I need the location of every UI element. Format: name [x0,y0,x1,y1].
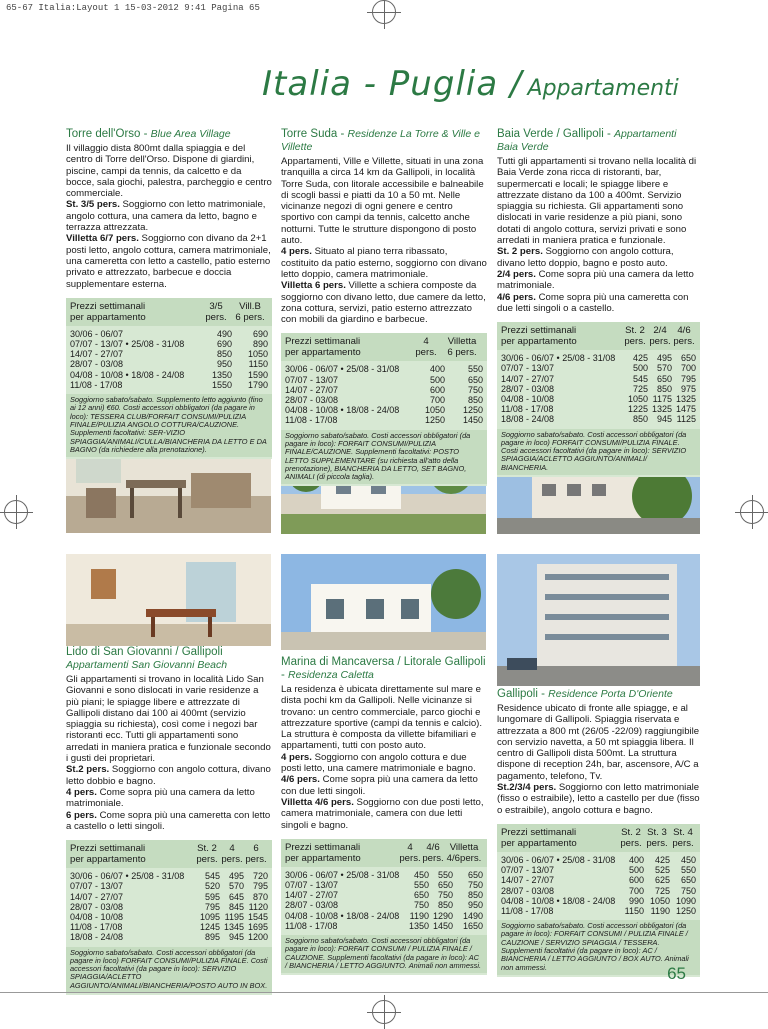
price-table: Prezzi settimanali per appartamento St. 2 pers. St. 3 pers. St. 4 pers. 30/06 - 06/07 • 25/08 - 31/08 400 425 450 07/07 - 13/07 500 525 550 14/07 - 27/07 600 625 650 28/07 - 03/08 700 725 750 04/08 - 10/08 • 18/08 - 24/08 990 1050 1090 11/08 - 17/08 1150 1190 1250 Soggiorno sabato/sabato. Costi accessori obbligatori (da pagare in loco): FORFAIT CONSUMI / PULIZIA FINALE / CAUZIONE / SERVIZIO SPIAGGIA / TESSERA. Supplementi facoltativi (da pagare in loco): AC / BIANCHERIA / LETTO AGGIUNTO / BOX AUTO. Animali non ammessi. [497,824,700,977]
hotel-title: Marina di Mancaversa / Litorale Gallipoli - Residenza Caletta [281,656,486,681]
registration-mark-left-icon [4,500,28,524]
price-note: Soggiorno sabato/sabato. Costi accessori obbligatori (da pagare in loco): FORFAIT CONSUMI / PULIZIA FINALE / CAUZIONE / SERVIZIO SPIAGGIA / TESSERA. Supplementi facoltativi (da pagare in loco): AC / BIANCHERIA / LETTO AGGIUNTO / BOX AUTO. Animali non ammessi. [497,920,700,975]
table-row: 11/08 - 17/08 1250 1450 [285,415,483,426]
table-row: 28/07 - 03/08 950 1150 [70,359,268,370]
table-row: 14/07 - 27/07 850 1050 [70,349,268,360]
table-row: 11/08 - 17/08 1225 1325 1475 [501,404,696,415]
page-title [262,64,679,104]
table-row: 18/08 - 24/08 895 945 1200 [70,932,268,943]
table-row: 04/08 - 10/08 • 18/08 - 24/08 1350 1590 [70,369,268,380]
table-row: 14/07 - 27/07 545 650 795 [501,373,696,384]
page-number: 65 [667,964,686,983]
table-row: 11/08 - 17/08 1550 1790 [70,379,268,390]
photo-san-giovanni-beach [66,554,271,646]
hotel-description: Il villaggio dista 800mt dalla spiaggia e del centro di Torre dell'Orso. Dispone di giardini, piscine, campi da tennis, da calcetto e da bocce, sala giochi, palestra, parcheggio e centro commerciale. St. 3/5 pers. Soggiorno con letto matrimoniale, angolo cottura, una camera da letto, bagno e terrazza attrezzata. Villetta 6/7 pers. Soggiorno con divano da 2+1 posti letto, angolo cottura, camera matrimoniale, una cameretta con letto a castello, patio esterno privato e attrezzato, barbecue e doccia supplementare esterna. [66,143,272,290]
table-row: 04/08 - 10/08 1050 1175 1325 [501,393,696,404]
bottom-divider [0,992,768,993]
price-table: Prezzi settimanali per appartamento 4 pers. Villetta 6 pers. 30/06 - 06/07 • 25/08 - 31/08 400 550 07/07 - 13/07 500 650 14/07 - 27/07 600 750 28/07 - 03/08 700 850 04/08 - 10/08 • 18/08 - 24/08 1050 1250 11/08 - 17/08 1250 1450 Soggiorno sabato/sabato. Costi accessori obbligatori (da pagare in loco): FORFAIT CONSUMI/PULIZIA FINALE/CAUZIONE. Supplementi facoltativi: POSTO LETTO SUPPLEMENTARE (su richiesta all'atto della prenotazione), BIANCHERIA DA LETTO, SET BAGNO, ANIMALI (di piccola taglia). [281,333,487,486]
table-row: 30/06 - 06/07 • 25/08 - 31/08 400 425 450 [501,854,696,865]
hotel-torre-dell-orso [66,128,272,459]
price-note: Soggiorno sabato/sabato. Costi accessori obbligatori (da pagare in loco) FORFAIT CONSUMI/PULIZIA FINALE. Costi accessori facoltativi (da pagare in loco): SERVIZIO SPIAGGIA/ACLETTO AGGIUNTO/ANIMALI/ BIANCHERIA. [497,429,700,475]
hotel-title: Torre Suda - Residenze La Torre & Ville e Villette [281,128,480,153]
table-row: 28/07 - 03/08 700 850 [285,395,483,406]
table-row: 14/07 - 27/07 650 750 850 [285,890,483,901]
hotel-description: La residenza è ubicata direttamente sul mare e dista pochi km da Gallipoli. Nelle vicinanze si trovano: un centro commerciale, parco giochi e attrezzature sportive (campi da tennis e calcio). La struttura è composta da villette bifamiliari e appartamenti, tutti con posto auto. 4 pers. Soggiorno con angolo cottura e due posti letto, una camere matrimoniale e bagno. 4/6 pers. Come sopra più una camera da letto con due letti singoli. Villetta 4/6 pers. Soggiorno con due posti letto, camera matrimoniale, camera con due letti singoli e bagno. [281,684,484,831]
table-row: 30/06 - 06/07 • 25/08 - 31/08 545 495 720 [70,871,268,882]
table-row: 11/08 - 17/08 1350 1450 1650 [285,920,483,931]
hotel-description: Gli appartamenti si trovano in località Lido San Giovanni e sono dislocati in varie residenze a più piani; le spiagge libere e attrezzate di Gallipoli distano dai 100 ai 400mt (servizio spiaggia su richiesta), così come i negozi bar ristoranti ecc. Tutti gli appartamenti sono arredati in maniera pratica e funzionale secondo i gusti dei proprietari. St.2 pers. Soggiorno con angolo cottura, divano letto dobbio e bagno. 4 pers. Come sopra più una camera da letto matrimoniale. 6 pers. Come sopra più una cameretta con letto a castello o letti singoli. [66,674,271,832]
hotel-residenza-caletta [281,656,487,975]
table-row: 14/07 - 27/07 600 625 650 [501,875,696,886]
price-note: Soggiorno sabato/sabato. Costi accessori obbligatori (da pagare in loco): FORFAIT CONSUMI/PULIZIA FINALE/CAUZIONE. Supplementi facoltativi: POSTO LETTO SUPPLEMENTARE (su richiesta all'atto della prenotazione), BIANCHERIA DA LETTO, SET BAGNO, ANIMALI (di piccola taglia). [281,430,487,485]
registration-mark-right-icon [740,500,764,524]
table-row: 30/06 - 06/07 • 25/08 - 31/08 450 550 650 [285,869,483,880]
photo-residenza-caletta [281,554,486,650]
hotel-description: Residence ubicato di fronte alle spiagge, e al lungomare di Gallipoli. Spiaggia riservata e attrezzata a 800 mt (26/05 -22/09) raggiungibile con servizio navetta, a 50 mt spiaggia libera. Il centro di Gallipoli dista 500mt. La struttura dispone di reception 24h, bar, ascensore, A/C a pagamento, telefono, Tv. St.2/3/4 pers. Soggiorno con letto matrimoniale (fisso o estraibile), letto a castello per due (fisso o estraibile), angolo cottura e bagno. [497,703,700,816]
table-row: 04/08 - 10/08 • 18/08 - 24/08 1190 1290 1490 [285,910,483,921]
table-row: 07/07 - 13/07 500 650 [285,374,483,385]
table-row: 07/07 - 13/07 520 570 795 [70,881,268,892]
table-row: 11/08 - 17/08 1150 1190 1250 [501,905,696,916]
hotel-torre-suda [281,128,487,486]
table-row: 04/08 - 10/08 • 18/08 - 24/08 990 1050 1090 [501,895,696,906]
hotel-san-giovanni-beach [66,646,272,995]
price-table: Prezzi settimanali per appartamento St. 2 pers. 4 pers. 6 pers. 30/06 - 06/07 • 25/08 - 31/08 545 495 720 07/07 - 13/07 520 570 795 14/07 - 27/07 595 645 870 28/07 - 03/08 795 845 1120 04/08 - 10/08 1095 1195 1545 11/08 - 17/08 1245 1345 1695 18/08 - 24/08 895 945 1200 Soggiorno sabato/sabato. Costi accessori obbligatori (da pagare in loco) FORFAIT CONSUMI/PULIZIA FINALE. Costi accessori facoltativi (da pagare in loco): SERVIZIO SPIAGGIA/ACLETTO AGGIUNTO/ANIMALI/BIANCHERIA/POSTO AUTO IN BOX. [66,840,272,995]
table-row: 07/07 - 13/07 550 650 750 [285,880,483,891]
page-title-sub: Appartamenti [527,76,679,101]
table-row: 14/07 - 27/07 600 750 [285,384,483,395]
table-row: 28/07 - 03/08 795 845 1120 [70,901,268,912]
table-row: 28/07 - 03/08 725 850 975 [501,383,696,394]
table-row: 18/08 - 24/08 850 945 1125 [501,414,696,425]
registration-mark-bottom-icon [372,1000,396,1024]
price-note: Soggiorno sabato/sabato. Costi accessori obbligatori (da pagare in loco): FORFAIT CONSUMI / PULIZIA FINALE / CAUZIONE. Supplementi facoltativi (da pagare in loco): AC / BIANCHERIA / LETTO AGGIUNTO. Animali non ammessi. [281,935,487,973]
price-note: Soggiorno sabato/sabato. Costi accessori obbligatori (da pagare in loco) FORFAIT CONSUMI/PULIZIA FINALE. Costi accessori facoltativi (da pagare in loco): SERVIZIO SPIAGGIA/ACLETTO AGGIUNTO/ANIMALI/BIANCHERIA/POSTO AUTO IN BOX. [66,947,272,993]
table-row: 11/08 - 17/08 1245 1345 1695 [70,922,268,933]
table-row: 30/06 - 06/07 • 25/08 - 31/08 425 495 650 [501,353,696,364]
table-row: 07/07 - 13/07 500 570 700 [501,363,696,374]
price-note: Soggiorno sabato/sabato. Supplemento letto aggiunto (fino ai 12 anni) €60. Costi accessori obbligatori (da pagare in loco): TESSERA CLUB/FORFAIT CONSUMI/PULIZIA FINALE/PULIZIA ANGOLO COTTURA/CAUZIONE. Supplementi facoltativi: SER-VIZIO SPIAGGIA/ANIMALI/CULLA/BIANCHERIA DA LETTO E DA BAGNO (da richiedere alla prenotazione). [66,394,272,457]
hotel-title: Gallipoli - Residence Porta D'Oriente [497,688,673,700]
print-slug: 65-67 Italia:Layout 1 15-03-2012 9:41 Pagina 65 [6,3,260,13]
page-title-main: Italia - Puglia / [262,64,523,104]
table-row: 28/07 - 03/08 700 725 750 [501,885,696,896]
price-table: Prezzi settimanali per appartamento 4 pers. 4/6 pers. Villetta 4/6pers. 30/06 - 06/07 • 25/08 - 31/08 450 550 650 07/07 - 13/07 550 650 750 14/07 - 27/07 650 750 850 28/07 - 03/08 750 850 950 04/08 - 10/08 • 18/08 - 24/08 1190 1290 1490 11/08 - 17/08 1350 1450 1650 Soggiorno sabato/sabato. Costi accessori obbligatori (da pagare in loco): FORFAIT CONSUMI / PULIZIA FINALE / CAUZIONE. Supplementi facoltativi (da pagare in loco): AC / BIANCHERIA / LETTO AGGIUNTO. Animali non ammessi. [281,839,487,975]
hotel-title: Baia Verde / Gallipoli - Appartamenti Baia Verde [497,128,677,153]
table-row: 14/07 - 27/07 595 645 870 [70,891,268,902]
table-row: 04/08 - 10/08 1095 1195 1545 [70,911,268,922]
table-row: 30/06 - 06/07 • 25/08 - 31/08 400 550 [285,364,483,375]
table-row: 07/07 - 13/07 • 25/08 - 31/08 690 890 [70,339,268,350]
table-row: 30/06 - 06/07 490 690 [70,328,268,339]
price-table: Prezzi settimanali per appartamento St. 2 pers. 2/4 pers. 4/6 pers. 30/06 - 06/07 • 25/08 - 31/08 425 495 650 07/07 - 13/07 500 570 700 14/07 - 27/07 545 650 795 28/07 - 03/08 725 850 975 04/08 - 10/08 1050 1175 1325 11/08 - 17/08 1225 1325 1475 18/08 - 24/08 850 945 1125 Soggiorno sabato/sabato. Costi accessori obbligatori (da pagare in loco) FORFAIT CONSUMI/PULIZIA FINALE. Costi accessori facoltativi (da pagare in loco): SERVIZIO SPIAGGIA/ACLETTO AGGIUNTO/ANIMALI/ BIANCHERIA. [497,322,700,477]
photo-porta-d-oriente [497,554,700,686]
registration-mark-top-icon [372,0,396,24]
hotel-title: Torre dell'Orso - Blue Area Village [66,128,231,140]
hotel-description: Tutti gli appartamenti si trovano nella località di Baia Verde zona ricca di ristoranti, bar, supermercati e locali; le spiagge libere e attrezzate distano da 100 a 400mt. Servizio spiaggia su richiesta. Gli appartamenti sono dislocati in varie residenze a più piani, sono dotati di angolo cottura, servizi privati e sono arredati in maniera pratica e funzionale. St. 2 pers. Soggiorno con angolo cottura, divano letto doppio, bagno e posto auto. 2/4 pers. Come sopra più una camera da letto matrimoniale. 4/6 pers. Come sopra più una cameretta con due letti singoli o a castello. [497,156,697,314]
table-row: 04/08 - 10/08 • 18/08 - 24/08 1050 1250 [285,405,483,416]
table-row: 07/07 - 13/07 500 525 550 [501,865,696,876]
hotel-description: Appartamenti, Ville e Villette, situati in una zona tranquilla a circa 14 km da Gallipoli, in località Torre Suda, con litorale accessibile e balneabile di scogli bassi e piatti da 10 a 50 mt. Nelle vicinanze negozi di ogni genere e centro sportivo con campi da tennis, calcetto anche notturni. Tutte le strutture dispongono di posto auto. 4 pers. Situato al piano terra ribassato, costituito da patio esterno, soggiorno con divano letto doppio, camera matrimoniale. Villetta 6 pers. Villette a schiera composte da soggiorno con divano letto, due camere da letto, zona cottura, servizi, patio esterno attrezzato con mobili da giardino e barbecue. [281,156,487,326]
hotel-porta-d-oriente [497,688,700,977]
hotel-title: Lido di San Giovanni / Gallipoli Appartamenti San Giovanni Beach [66,646,228,671]
price-table: Prezzi settimanali per appartamento 3/5 pers. Vill.B 6 pers. 30/06 - 06/07 490 690 07/07 - 13/07 • 25/08 - 31/08 690 890 14/07 - 27/07 850 1050 28/07 - 03/08 950 1150 04/08 - 10/08 • 18/08 - 24/08 1350 1590 11/08 - 17/08 1550 1790 Soggiorno sabato/sabato. Supplemento letto aggiunto (fino ai 12 anni) €60. Costi accessori obbligatori (da pagare in loco): TESSERA CLUB/FORFAIT CONSUMI/PULIZIA FINALE/PULIZIA ANGOLO COTTURA/CAUZIONE. Supplementi facoltativi: SER-VIZIO SPIAGGIA/ANIMALI/CULLA/BIANCHERIA DA LETTO E DA BAGNO (da richiedere alla prenotazione). [66,298,272,459]
hotel-baia-verde [497,128,700,477]
table-row: 28/07 - 03/08 750 850 950 [285,900,483,911]
